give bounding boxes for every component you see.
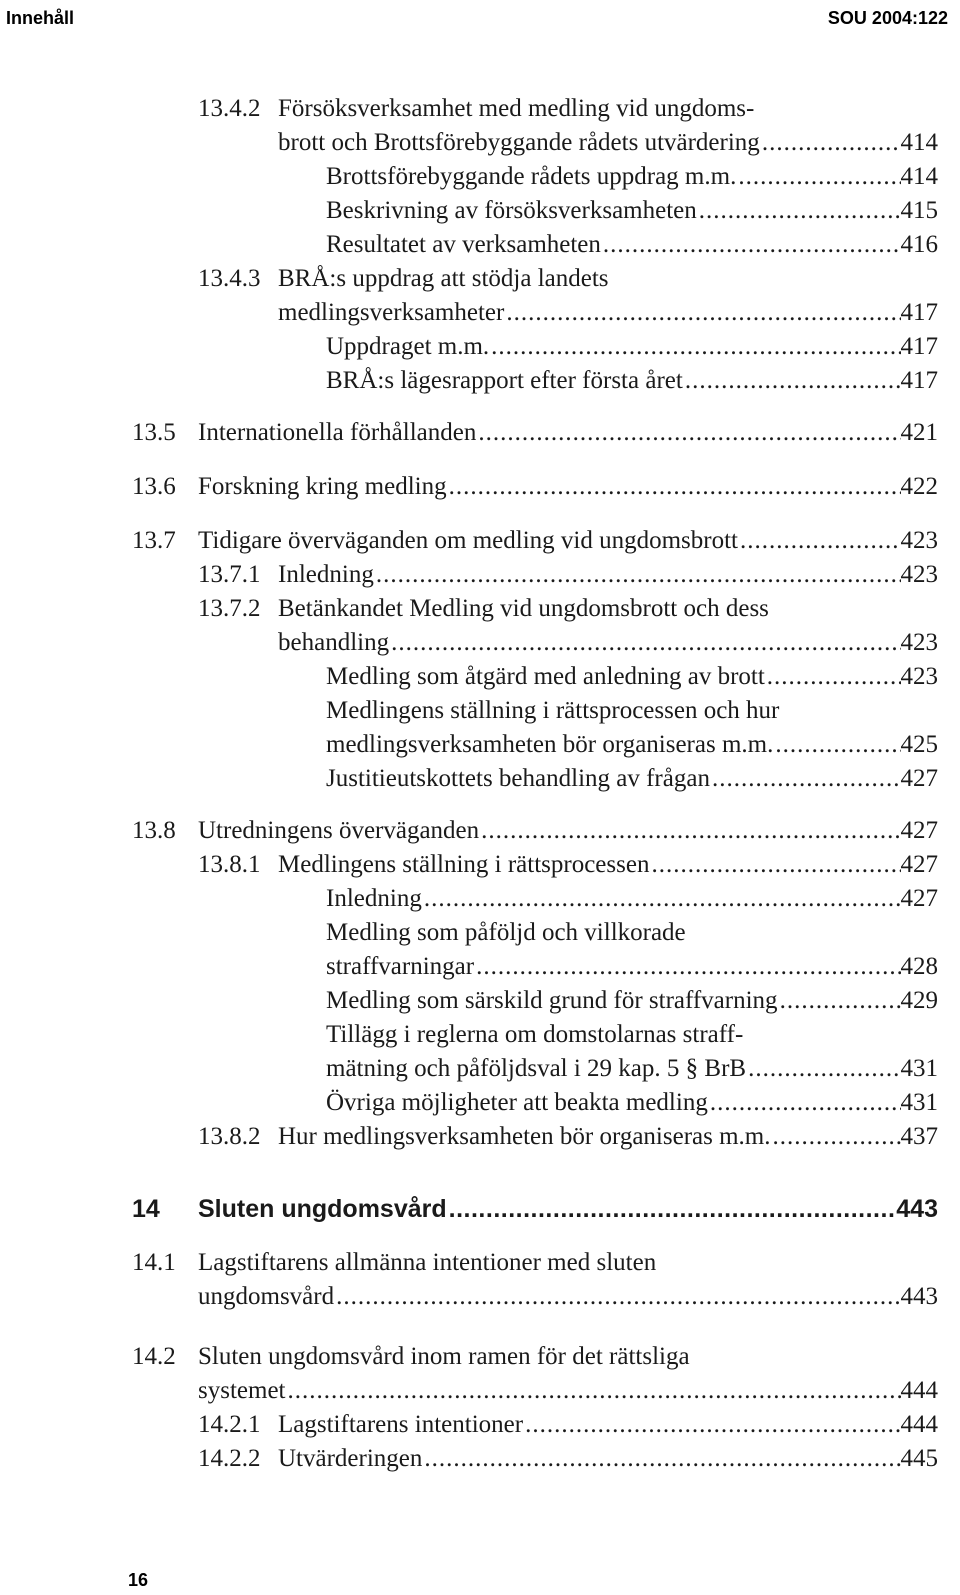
- dot-leader: [286, 1374, 901, 1408]
- entry-page: 416: [900, 231, 938, 258]
- dot-leader: [649, 848, 900, 882]
- entry-number: 13.8.2: [198, 1123, 261, 1150]
- toc-entry: [0, 126, 960, 160]
- dot-leader: [601, 228, 901, 262]
- entry-page: 421: [900, 419, 938, 446]
- entry-page: 443: [900, 1283, 938, 1310]
- toc-entry: [0, 848, 960, 882]
- entry-number: 13.7.1: [198, 561, 261, 588]
- entry-title: Inledning: [278, 561, 374, 588]
- entry-page: 417: [900, 333, 938, 360]
- entry-title: Lagstiftarens allmänna intentioner med sluten: [198, 1249, 657, 1276]
- toc-entry: [0, 882, 960, 916]
- chapter-title: Sluten ungdomsvård: [198, 1195, 447, 1223]
- entry-title: Sluten ungdomsvård inom ramen för det rättsliga: [198, 1343, 690, 1370]
- toc-entry: [0, 160, 960, 194]
- entry-number: 13.8: [132, 817, 176, 844]
- dot-leader: [422, 882, 901, 916]
- entry-page: 423: [900, 629, 938, 656]
- toc-entry: [0, 262, 960, 296]
- dot-leader: [422, 1442, 900, 1476]
- toc-entry: [0, 728, 960, 762]
- dot-leader: [770, 1120, 900, 1154]
- entry-title: Försöksverksamhet med medling vid ungdoms-: [278, 95, 755, 122]
- dot-leader: [447, 1192, 897, 1226]
- toc-entry: [0, 626, 960, 660]
- toc-entry: [0, 762, 960, 796]
- entry-page: 429: [900, 987, 938, 1014]
- toc-entry: [0, 916, 960, 950]
- toc-entry: [0, 1018, 960, 1052]
- entry-number: 14.2.2: [198, 1445, 261, 1472]
- entry-title: medlingsverksamheten bör organiseras m.m.: [326, 731, 774, 758]
- chapter-number: 14: [132, 1195, 160, 1223]
- entry-title: medlingsverksamheter: [278, 299, 505, 326]
- entry-number: 13.8.1: [198, 851, 261, 878]
- dot-leader: [746, 1052, 900, 1086]
- entry-title: Utvärderingen: [278, 1445, 423, 1472]
- entry-title: ungdomsvård: [198, 1283, 335, 1310]
- toc-entry: [0, 984, 960, 1018]
- dot-leader: [447, 470, 901, 504]
- entry-title: Beskrivning av försöksverksamheten: [326, 197, 697, 224]
- entry-title: Forskning kring medling: [198, 473, 447, 500]
- entry-title: Justitieutskottets behandling av frågan: [326, 765, 710, 792]
- entry-page: 423: [900, 663, 938, 690]
- entry-title: brott och Brottsförebyggande rådets utvärdering: [278, 129, 760, 156]
- entry-number: 13.7: [132, 527, 176, 554]
- entry-title: Medlingens ställning i rättsprocessen och hur: [326, 697, 780, 724]
- entry-title: Tidigare överväganden om medling vid ungdomsbrott: [198, 527, 738, 554]
- entry-title: BRÅ:s lägesrapport efter första året: [326, 367, 683, 394]
- toc-entry: [0, 296, 960, 330]
- entry-title: mätning och påföljdsval i 29 kap. 5 § BrB: [326, 1055, 747, 1082]
- dot-leader: [738, 524, 901, 558]
- entry-title: straffvarningar: [326, 953, 475, 980]
- entry-page: 437: [900, 1123, 938, 1150]
- dot-leader: [523, 1408, 900, 1442]
- entry-page: 427: [900, 885, 938, 912]
- entry-page: 417: [900, 367, 938, 394]
- entry-page: 428: [900, 953, 938, 980]
- dot-leader: [773, 728, 900, 762]
- entry-page: 423: [900, 527, 938, 554]
- toc-entry: [0, 1340, 960, 1374]
- dot-leader: [334, 1280, 900, 1314]
- entry-title: systemet: [198, 1377, 286, 1404]
- dot-leader: [765, 660, 901, 694]
- entry-page: 414: [900, 129, 938, 156]
- toc-entry: [0, 1086, 960, 1120]
- entry-title: Uppdraget m.m.: [326, 333, 490, 360]
- toc-entry: [0, 1246, 960, 1280]
- toc-entry: [0, 194, 960, 228]
- entry-page: 427: [900, 765, 938, 792]
- entry-page: 444: [900, 1411, 938, 1438]
- entry-number: 13.7.2: [198, 595, 261, 622]
- toc-entry: [0, 416, 960, 450]
- dot-leader: [479, 814, 900, 848]
- entry-title: Medling som särskild grund för straffvarning: [326, 987, 778, 1014]
- entry-title: Övriga möjligheter att beakta medling: [326, 1089, 708, 1116]
- dot-leader: [760, 126, 901, 160]
- dot-leader: [708, 1086, 901, 1120]
- entry-number: 13.4.3: [198, 265, 261, 292]
- entry-title: Tillägg i reglerna om domstolarnas straff-: [326, 1021, 744, 1048]
- entry-title: Hur medlingsverksamheten bör organiseras m.m.: [278, 1123, 771, 1150]
- entry-title: Resultatet av verksamheten: [326, 231, 601, 258]
- entry-title: Lagstiftarens intentioner: [278, 1411, 524, 1438]
- toc-chapter-entry: [0, 1192, 960, 1226]
- page-number: 16: [128, 1570, 149, 1590]
- toc-entry: [0, 592, 960, 626]
- entry-page: 427: [900, 851, 938, 878]
- entry-page: 417: [900, 299, 938, 326]
- dot-leader: [474, 950, 900, 984]
- entry-page: 423: [900, 561, 938, 588]
- entry-page: 427: [900, 817, 938, 844]
- toc-entry: [0, 950, 960, 984]
- toc-entry: [0, 524, 960, 558]
- toc-entry: [0, 1052, 960, 1086]
- entry-page: 431: [900, 1089, 938, 1116]
- toc-entry: [0, 1280, 960, 1314]
- toc-entry: [0, 228, 960, 262]
- dot-leader: [504, 296, 900, 330]
- toc-entry: [0, 364, 960, 398]
- entry-title: Betänkandet Medling vid ungdomsbrott och dess: [278, 595, 769, 622]
- report-identifier: SOU 2004:122: [827, 8, 948, 28]
- entry-title: Internationella förhållanden: [198, 419, 477, 446]
- toc-entry: [0, 1442, 960, 1476]
- entry-number: 13.4.2: [198, 95, 261, 122]
- toc-entry: [0, 660, 960, 694]
- dot-leader: [710, 762, 901, 796]
- entry-page: 431: [900, 1055, 938, 1082]
- entry-page: 444: [900, 1377, 938, 1404]
- entry-title: behandling: [278, 629, 390, 656]
- dot-leader: [489, 330, 900, 364]
- entry-number: 14.2.1: [198, 1411, 261, 1438]
- dot-leader: [736, 160, 900, 194]
- dot-leader: [683, 364, 901, 398]
- entry-title: Medlingens ställning i rättsprocessen: [278, 851, 650, 878]
- entry-page: 445: [900, 1445, 938, 1472]
- entry-title: Brottsförebyggande rådets uppdrag m.m.: [326, 163, 737, 190]
- toc-entry: [0, 1374, 960, 1408]
- toc-entry: [0, 1120, 960, 1154]
- entry-page: 415: [900, 197, 938, 224]
- entry-title: BRÅ:s uppdrag att stödja landets: [278, 265, 609, 292]
- entry-page: 422: [900, 473, 938, 500]
- dot-leader: [389, 626, 900, 660]
- entry-number: 14.1: [132, 1249, 176, 1276]
- toc-entry: [0, 330, 960, 364]
- dot-leader: [697, 194, 901, 228]
- toc-entry: [0, 694, 960, 728]
- toc-entry: [0, 814, 960, 848]
- dot-leader: [778, 984, 901, 1018]
- toc-entry: [0, 470, 960, 504]
- entry-number: 13.6: [132, 473, 176, 500]
- toc-entry: [0, 1408, 960, 1442]
- entry-title: Medling som åtgärd med anledning av brott: [326, 663, 765, 690]
- section-label: Innehåll: [6, 8, 75, 28]
- entry-page: 425: [900, 731, 938, 758]
- entry-title: Medling som påföljd och villkorade: [326, 919, 686, 946]
- entry-number: 14.2: [132, 1343, 176, 1370]
- entry-page: 414: [900, 163, 938, 190]
- entry-title: Utredningens överväganden: [198, 817, 480, 844]
- entry-number: 13.5: [132, 419, 176, 446]
- toc-entry: [0, 558, 960, 592]
- dot-leader: [476, 416, 900, 450]
- entry-title: Inledning: [326, 885, 422, 912]
- chapter-page: 443: [896, 1195, 938, 1223]
- dot-leader: [374, 558, 901, 592]
- toc-entry: [0, 92, 960, 126]
